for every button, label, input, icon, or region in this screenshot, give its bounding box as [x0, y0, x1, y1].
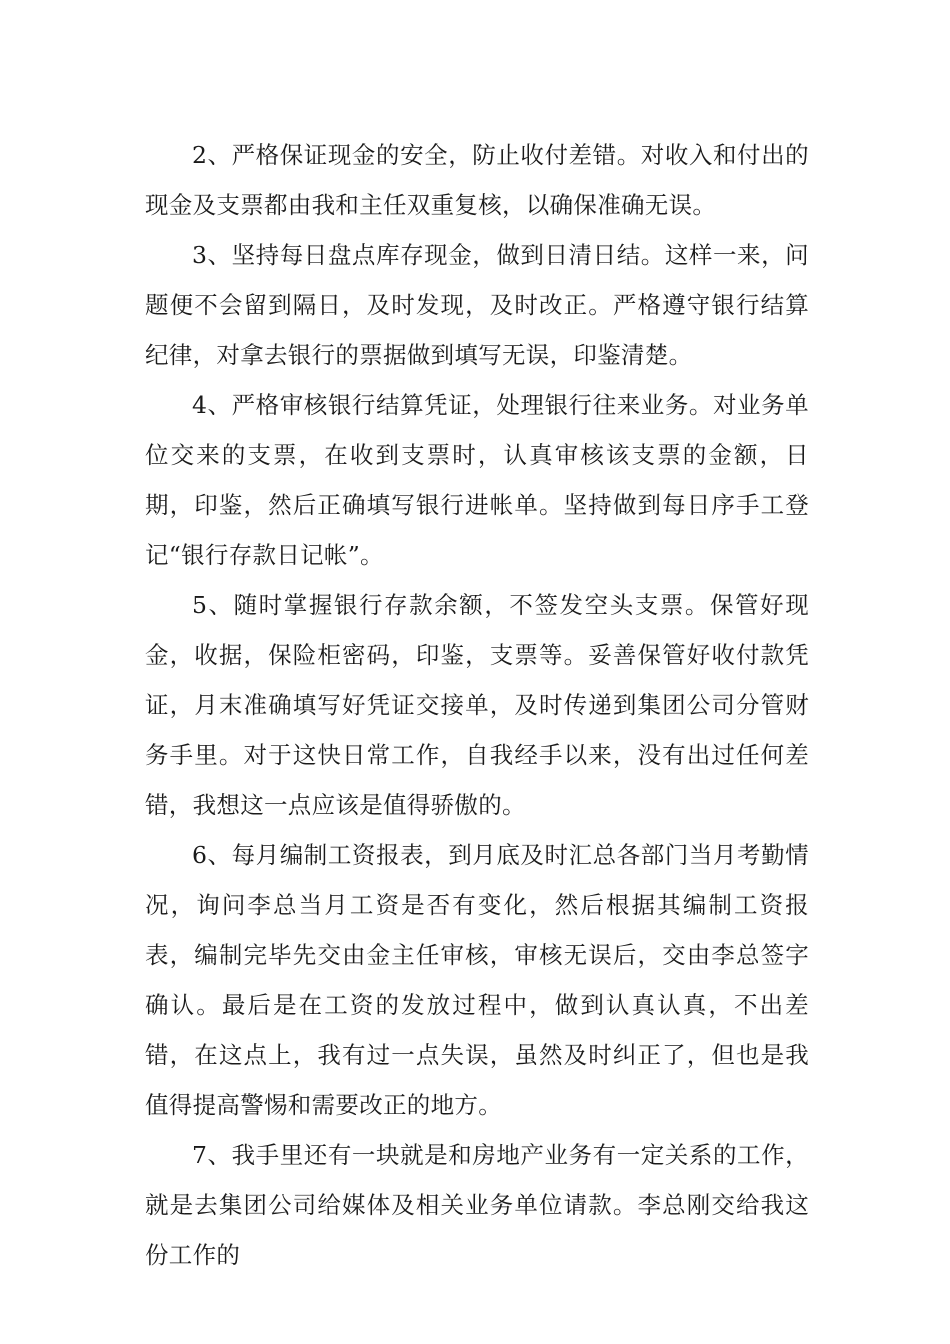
paragraph-item-3: 3、坚持每日盘点库存现金，做到日清日结。这样一来，问题便不会留到隔日，及时发现，及时改正。严格遵守银行结算纪律，对拿去银行的票据做到填写无误，印鉴清楚。 — [145, 241, 809, 369]
paragraph-item-6: 6、每月编制工资报表，到月底及时汇总各部门当月考勤情况，询问李总当月工资是否有变化，然后根据其编制工资报表，编制完毕先交由金主任审核，审核无误后，交由李总签字确认。最后是在工资的发放过程中，做到认真认真，不出差错，在这点上，我有过一点失误，虽然及时纠正了，但也是我值得提高警惕和需要改正的地方。 — [145, 841, 809, 1119]
document-body — [145, 130, 809, 1280]
paragraph-item-7: 7、我手里还有一块就是和房地产业务有一定关系的工作，就是去集团公司给媒体及相关业务单位请款。李总刚交给我这份工作的 — [145, 1141, 809, 1269]
paragraph-item-4: 4、严格审核银行结算凭证，处理银行往来业务。对业务单位交来的支票，在收到支票时，认真审核该支票的金额，日期，印鉴，然后正确填写银行进帐单。坚持做到每日序手工登记“银行存款日记帐”。 — [145, 391, 809, 569]
paragraph-item-2: 2、严格保证现金的安全，防止收付差错。对收入和付出的现金及支票都由我和主任双重复核，以确保准确无误。 — [145, 141, 809, 219]
paragraph-item-5: 5、随时掌握银行存款余额，不签发空头支票。保管好现金，收据，保险柜密码，印鉴，支票等。妥善保管好收付款凭证，月末准确填写好凭证交接单，及时传递到集团公司分管财务手里。对于这快日常工作，自我经手以来，没有出过任何差错，我想这一点应该是值得骄傲的。 — [145, 591, 809, 819]
